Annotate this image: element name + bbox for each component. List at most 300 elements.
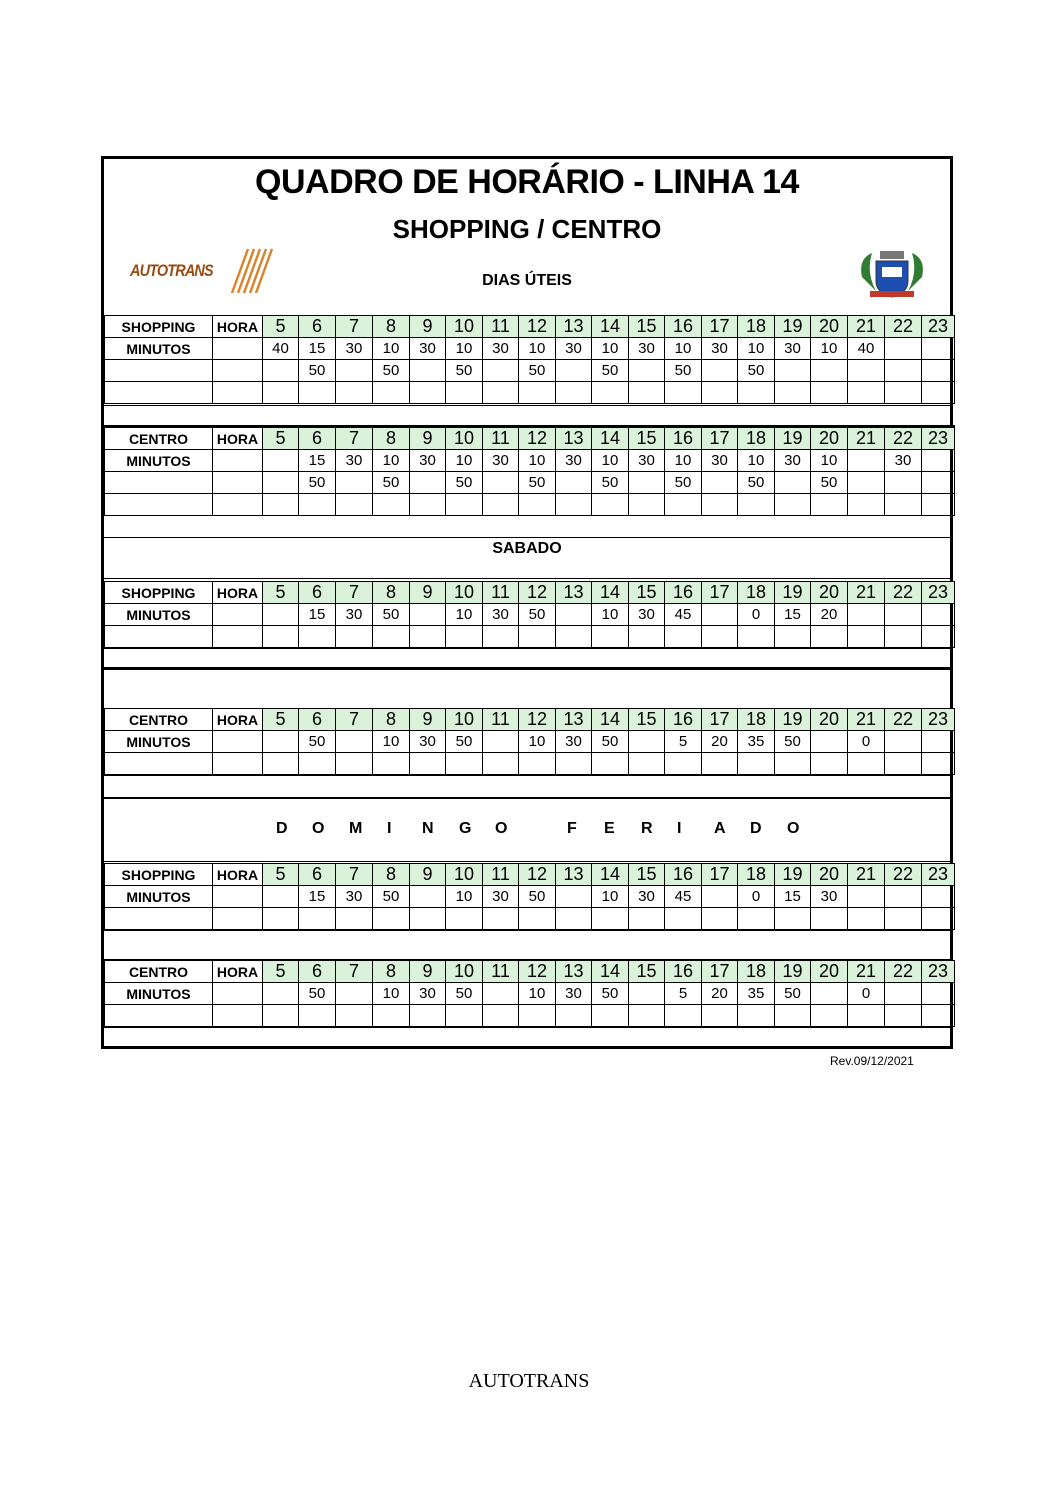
minute-cell	[922, 604, 955, 626]
minute-cell	[885, 908, 922, 930]
minute-cell	[885, 983, 922, 1005]
minute-cell: 30	[483, 338, 519, 360]
minute-cell	[702, 753, 738, 775]
minute-cell: 50	[299, 360, 336, 382]
hour-cell: 20	[811, 582, 848, 604]
minute-cell: 50	[446, 983, 483, 1005]
minute-cell: 50	[775, 983, 811, 1005]
hour-label: HORA	[213, 427, 263, 450]
minute-cell	[336, 494, 373, 516]
minute-cell: 50	[519, 886, 556, 908]
minute-cell	[299, 494, 336, 516]
minute-cell	[263, 450, 299, 472]
saturday-shopping-table	[104, 581, 955, 648]
hour-cell: 15	[629, 961, 665, 983]
minute-cell	[483, 360, 519, 382]
hour-cell: 5	[263, 582, 299, 604]
minute-cell	[410, 604, 446, 626]
hour-cell: 16	[665, 316, 702, 338]
minute-cell	[811, 382, 848, 404]
minute-cell	[519, 753, 556, 775]
hour-cell: 10	[446, 709, 483, 731]
hour-cell: 22	[885, 864, 922, 886]
origin-label: CENTRO	[105, 709, 213, 731]
minute-cell: 0	[848, 983, 885, 1005]
hour-cell: 22	[885, 316, 922, 338]
minute-cell: 10	[811, 338, 848, 360]
minute-cell	[556, 886, 592, 908]
minutes-row	[105, 494, 955, 516]
minutes-row	[105, 382, 955, 404]
minute-cell: 50	[592, 731, 629, 753]
minute-cell: 15	[299, 886, 336, 908]
minute-cell	[811, 626, 848, 648]
minute-cell	[483, 1005, 519, 1027]
hour-cell: 14	[592, 316, 629, 338]
minute-cell	[848, 1005, 885, 1027]
minute-cell	[336, 908, 373, 930]
hour-cell: 16	[665, 961, 702, 983]
minute-cell: 50	[373, 604, 410, 626]
minute-cell: 50	[446, 731, 483, 753]
minute-cell	[410, 753, 446, 775]
minute-cell: 10	[519, 983, 556, 1005]
minute-cell: 45	[665, 604, 702, 626]
label-letter: D	[276, 820, 288, 837]
origin-label: SHOPPING	[105, 316, 213, 338]
hour-cell: 10	[446, 582, 483, 604]
hour-cell: 12	[519, 709, 556, 731]
minutes-label: MINUTOS	[105, 450, 213, 472]
minute-cell: 0	[848, 731, 885, 753]
weekday-shopping-table	[104, 315, 955, 404]
minute-cell: 30	[702, 338, 738, 360]
minute-cell	[373, 494, 410, 516]
sunday-centro-table	[104, 960, 955, 1027]
hour-cell: 13	[556, 427, 592, 450]
minute-cell	[373, 1005, 410, 1027]
minute-cell	[519, 626, 556, 648]
minutes-row	[105, 908, 955, 930]
minute-cell	[592, 382, 629, 404]
minute-cell	[702, 360, 738, 382]
minute-cell	[665, 626, 702, 648]
minute-cell	[263, 886, 299, 908]
hour-cell: 20	[811, 709, 848, 731]
minute-cell	[922, 886, 955, 908]
minute-cell: 30	[483, 450, 519, 472]
hour-cell: 18	[738, 709, 775, 731]
origin-label: SHOPPING	[105, 582, 213, 604]
minute-cell: 30	[410, 338, 446, 360]
minute-cell	[775, 382, 811, 404]
minute-cell: 30	[885, 450, 922, 472]
hour-label: HORA	[213, 709, 263, 731]
minute-cell	[483, 494, 519, 516]
label-letter: I	[387, 820, 392, 837]
hour-label: HORA	[213, 961, 263, 983]
minute-cell	[922, 360, 955, 382]
minute-cell	[446, 1005, 483, 1027]
hour-cell: 19	[775, 864, 811, 886]
minute-cell: 30	[483, 604, 519, 626]
minute-cell	[336, 360, 373, 382]
hour-cell: 8	[373, 427, 410, 450]
hour-cell: 13	[556, 961, 592, 983]
hour-cell: 23	[922, 316, 955, 338]
hour-cell: 13	[556, 582, 592, 604]
hour-cell: 8	[373, 961, 410, 983]
hour-cell: 20	[811, 316, 848, 338]
minute-cell	[885, 604, 922, 626]
origin-label: SHOPPING	[105, 864, 213, 886]
label-letter: O	[787, 820, 800, 837]
minute-cell	[629, 1005, 665, 1027]
hour-cell: 7	[336, 582, 373, 604]
minute-cell: 50	[519, 604, 556, 626]
empty-cell	[105, 1005, 213, 1027]
minute-cell	[629, 908, 665, 930]
minute-cell	[848, 494, 885, 516]
minute-cell	[336, 1005, 373, 1027]
minute-cell	[483, 753, 519, 775]
minute-cell	[556, 604, 592, 626]
minute-cell: 0	[738, 604, 775, 626]
minute-cell	[263, 753, 299, 775]
hour-cell: 5	[263, 316, 299, 338]
minute-cell: 10	[665, 450, 702, 472]
empty-cell	[213, 360, 263, 382]
minute-cell	[885, 1005, 922, 1027]
minute-cell: 30	[556, 450, 592, 472]
minute-cell	[885, 731, 922, 753]
minute-cell: 40	[848, 338, 885, 360]
minute-cell	[483, 382, 519, 404]
minute-cell	[410, 908, 446, 930]
minute-cell: 50	[592, 983, 629, 1005]
hour-cell: 14	[592, 427, 629, 450]
hour-cell: 17	[702, 961, 738, 983]
hour-cell: 5	[263, 961, 299, 983]
minute-cell	[519, 908, 556, 930]
hour-cell: 6	[299, 582, 336, 604]
hour-cell: 8	[373, 316, 410, 338]
minute-cell	[848, 908, 885, 930]
minute-cell	[299, 626, 336, 648]
minute-cell: 50	[738, 472, 775, 494]
minute-cell: 50	[299, 472, 336, 494]
minute-cell: 30	[629, 604, 665, 626]
hour-cell: 8	[373, 709, 410, 731]
minute-cell	[885, 494, 922, 516]
hour-label: HORA	[213, 582, 263, 604]
minute-cell: 45	[665, 886, 702, 908]
hour-label: HORA	[213, 864, 263, 886]
label-letter: G	[459, 820, 472, 837]
hour-cell: 17	[702, 582, 738, 604]
hour-cell: 23	[922, 427, 955, 450]
minute-cell: 50	[519, 360, 556, 382]
minute-cell: 50	[446, 360, 483, 382]
minute-cell: 15	[299, 338, 336, 360]
minute-cell	[373, 753, 410, 775]
hour-cell: 7	[336, 709, 373, 731]
hour-cell: 8	[373, 582, 410, 604]
minute-cell	[336, 753, 373, 775]
empty-cell	[213, 886, 263, 908]
divider	[104, 648, 950, 668]
minute-cell: 20	[702, 731, 738, 753]
schedule-sheet	[101, 156, 953, 1049]
minute-cell: 30	[410, 731, 446, 753]
hour-cell: 11	[483, 961, 519, 983]
label-letter: E	[604, 820, 615, 837]
minute-cell: 10	[519, 338, 556, 360]
hour-cell: 16	[665, 864, 702, 886]
hour-cell: 12	[519, 316, 556, 338]
empty-cell	[213, 983, 263, 1005]
hour-cell: 6	[299, 427, 336, 450]
minute-cell: 10	[446, 338, 483, 360]
hour-cell: 19	[775, 316, 811, 338]
hour-cell: 9	[410, 582, 446, 604]
hour-cell: 10	[446, 316, 483, 338]
hour-cell: 19	[775, 582, 811, 604]
minute-cell	[556, 472, 592, 494]
minute-cell	[738, 382, 775, 404]
minute-cell	[629, 983, 665, 1005]
minute-cell: 50	[592, 472, 629, 494]
hour-cell: 18	[738, 961, 775, 983]
hour-cell: 23	[922, 582, 955, 604]
minute-cell	[922, 494, 955, 516]
hour-cell: 14	[592, 709, 629, 731]
minute-cell: 35	[738, 731, 775, 753]
minute-cell	[592, 494, 629, 516]
hour-cell: 15	[629, 582, 665, 604]
minute-cell: 50	[738, 360, 775, 382]
origin-label: CENTRO	[105, 427, 213, 450]
hour-cell: 6	[299, 961, 336, 983]
hour-cell: 9	[410, 864, 446, 886]
minute-cell	[446, 753, 483, 775]
minute-cell: 30	[410, 450, 446, 472]
minutes-row	[105, 338, 955, 360]
minute-cell	[519, 494, 556, 516]
minute-cell: 10	[811, 450, 848, 472]
minute-cell: 10	[373, 338, 410, 360]
minute-cell	[775, 908, 811, 930]
minutes-label: MINUTOS	[105, 983, 213, 1005]
minutes-row	[105, 886, 955, 908]
minute-cell	[410, 472, 446, 494]
minute-cell: 30	[702, 450, 738, 472]
minute-cell	[738, 753, 775, 775]
minute-cell	[373, 382, 410, 404]
minutes-row	[105, 731, 955, 753]
minute-cell: 50	[299, 731, 336, 753]
minute-cell: 50	[373, 360, 410, 382]
minute-cell	[592, 753, 629, 775]
minute-cell	[848, 382, 885, 404]
minute-cell	[775, 472, 811, 494]
label-letter: F	[567, 820, 577, 837]
minute-cell	[702, 1005, 738, 1027]
minute-cell: 30	[811, 886, 848, 908]
hour-cell: 21	[848, 961, 885, 983]
hour-cell: 17	[702, 316, 738, 338]
minute-cell: 10	[373, 731, 410, 753]
minute-cell	[775, 494, 811, 516]
empty-cell	[105, 382, 213, 404]
hour-cell: 9	[410, 961, 446, 983]
minute-cell: 10	[446, 604, 483, 626]
minute-cell	[336, 472, 373, 494]
minute-cell	[483, 908, 519, 930]
minute-cell: 30	[556, 338, 592, 360]
minute-cell	[483, 731, 519, 753]
minute-cell	[665, 1005, 702, 1027]
hour-cell: 16	[665, 709, 702, 731]
label-letter: D	[750, 820, 762, 837]
minute-cell	[885, 626, 922, 648]
minute-cell	[702, 604, 738, 626]
minute-cell	[299, 382, 336, 404]
empty-cell	[105, 908, 213, 930]
minute-cell: 10	[373, 983, 410, 1005]
revision-date: Rev.09/12/2021	[830, 1054, 914, 1068]
hour-cell: 21	[848, 864, 885, 886]
divider	[104, 1027, 950, 1049]
minute-cell	[738, 1005, 775, 1027]
hour-cell: 12	[519, 864, 556, 886]
minute-cell	[922, 450, 955, 472]
minute-cell	[410, 360, 446, 382]
label-letter: O	[312, 820, 325, 837]
minute-cell	[410, 626, 446, 648]
minute-cell	[885, 753, 922, 775]
minute-cell: 30	[629, 450, 665, 472]
label-letter: A	[714, 820, 726, 837]
hour-cell: 10	[446, 427, 483, 450]
minute-cell	[556, 494, 592, 516]
hour-cell: 9	[410, 316, 446, 338]
minute-cell	[811, 908, 848, 930]
hour-cell: 12	[519, 582, 556, 604]
label-letter: O	[495, 820, 508, 837]
weekday-centro-table	[104, 425, 955, 516]
minute-cell: 10	[519, 450, 556, 472]
minute-cell: 10	[665, 338, 702, 360]
minute-cell: 50	[665, 472, 702, 494]
minute-cell	[410, 886, 446, 908]
minute-cell	[483, 983, 519, 1005]
minute-cell: 30	[336, 450, 373, 472]
minute-cell	[373, 908, 410, 930]
page-subtitle: SHOPPING / CENTRO	[392, 214, 662, 244]
minute-cell	[885, 472, 922, 494]
minute-cell	[263, 908, 299, 930]
hour-cell: 23	[922, 709, 955, 731]
minute-cell	[922, 908, 955, 930]
minute-cell	[592, 1005, 629, 1027]
minute-cell	[665, 382, 702, 404]
minutes-row	[105, 604, 955, 626]
hour-cell: 7	[336, 961, 373, 983]
hour-cell: 23	[922, 864, 955, 886]
hour-cell: 13	[556, 316, 592, 338]
empty-cell	[213, 450, 263, 472]
empty-cell	[213, 626, 263, 648]
minute-cell	[885, 382, 922, 404]
hour-row	[105, 316, 955, 338]
empty-cell	[213, 382, 263, 404]
minute-cell	[775, 626, 811, 648]
hour-cell: 17	[702, 427, 738, 450]
minute-cell	[702, 886, 738, 908]
minutes-row	[105, 753, 955, 775]
hour-cell: 6	[299, 864, 336, 886]
minute-cell	[629, 753, 665, 775]
saturday-centro-table	[104, 708, 955, 775]
empty-cell	[213, 494, 263, 516]
minute-cell	[336, 983, 373, 1005]
minutes-row	[105, 472, 955, 494]
minutes-label: MINUTOS	[105, 604, 213, 626]
minute-cell: 50	[775, 731, 811, 753]
minute-cell	[922, 338, 955, 360]
minute-cell	[336, 382, 373, 404]
minute-cell	[556, 360, 592, 382]
sunday-header	[104, 797, 950, 862]
page-title: QUADRO DE HORÁRIO - LINHA 14	[255, 163, 799, 201]
minute-cell	[775, 753, 811, 775]
hour-cell: 22	[885, 709, 922, 731]
divider	[104, 775, 950, 798]
minute-cell	[922, 753, 955, 775]
minute-cell	[556, 908, 592, 930]
saturday-label: SABADO	[492, 540, 562, 557]
hour-cell: 10	[446, 961, 483, 983]
minute-cell	[922, 731, 955, 753]
hour-cell: 12	[519, 427, 556, 450]
hour-cell: 5	[263, 709, 299, 731]
minute-cell	[556, 626, 592, 648]
hour-cell: 15	[629, 709, 665, 731]
minute-cell	[702, 908, 738, 930]
empty-cell	[105, 626, 213, 648]
hour-cell: 21	[848, 427, 885, 450]
minute-cell: 50	[373, 886, 410, 908]
minute-cell	[702, 626, 738, 648]
minute-cell	[263, 382, 299, 404]
label-letter: R	[641, 820, 653, 837]
minute-cell	[519, 1005, 556, 1027]
hour-cell: 5	[263, 427, 299, 450]
hour-cell: 5	[263, 864, 299, 886]
empty-cell	[213, 604, 263, 626]
hour-cell: 10	[446, 864, 483, 886]
minute-cell	[410, 494, 446, 516]
hour-cell: 7	[336, 316, 373, 338]
minute-cell	[336, 731, 373, 753]
minute-cell	[446, 382, 483, 404]
minutes-row	[105, 983, 955, 1005]
hour-cell: 13	[556, 709, 592, 731]
minute-cell: 35	[738, 983, 775, 1005]
hour-cell: 11	[483, 316, 519, 338]
hour-cell: 19	[775, 961, 811, 983]
